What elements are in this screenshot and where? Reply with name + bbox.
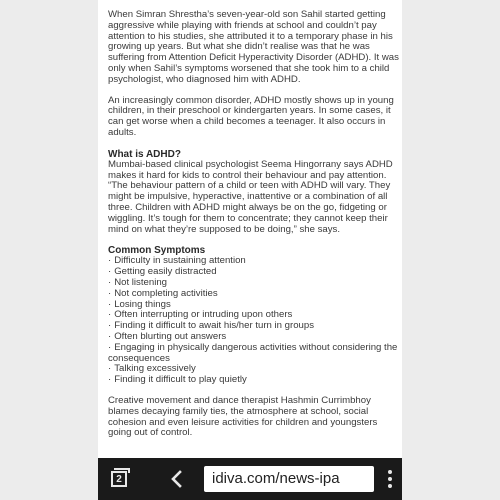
intro-paragraph-2: An increasingly common disorder, ADHD mostly shows up in young children, in their preschool or kindergarten years. In some cases, it can get worse when a child becomes a teenager. It also occurs in adults. (108, 94, 394, 138)
list-item: · Getting easily distracted (108, 266, 217, 278)
list-item: · Difficulty in sustaining attention (108, 255, 246, 267)
common-symptoms-heading: Common Symptoms (108, 245, 206, 257)
bottom-right-margin (402, 458, 500, 500)
list-item: · Not listening (108, 276, 167, 288)
bottom-left-margin (0, 458, 98, 500)
list-item: · Finding it difficult to await his/her turn in groups (108, 320, 314, 332)
bullet: · (108, 255, 112, 267)
bullet: · (108, 276, 112, 288)
article-content[interactable] (98, 0, 402, 458)
bullet: · (108, 266, 112, 278)
symptoms-list (108, 256, 402, 386)
bullet: · (108, 309, 112, 321)
tabs-button[interactable] (108, 468, 130, 490)
bullet: · (108, 287, 112, 299)
what-is-adhd-heading: What is ADHD? (108, 148, 181, 160)
overflow-menu-icon (388, 484, 392, 488)
intro-paragraph-1: When Simran Shrestha’s seven-year-old son Sahil started getting aggressive while playing with friends at school and couldn’t pay attention to his studies, she attributed it to a temporary phase in his growing up years. But what she didn’t realise was that he was suffering from Attention Deficit Hyperactivity Disorder (ADHD). It was only when Sahil’s symptoms worsened that she took him to a child psychologist, who diagnosed him with ADHD. (108, 9, 399, 85)
tabs-icon (111, 471, 127, 487)
right-margin (402, 0, 500, 458)
bullet: · (108, 363, 112, 375)
tab-count: 2 (116, 473, 122, 485)
bullet: · (108, 341, 112, 353)
list-item: · Often blurting out answers (108, 330, 227, 342)
left-margin (0, 0, 98, 458)
url-text: idiva.com/news-ipa (212, 470, 340, 487)
address-bar[interactable] (204, 466, 374, 492)
browser-toolbar (98, 458, 402, 500)
list-item: · Talking excessively (108, 363, 196, 375)
list-item: · Losing things (108, 298, 171, 310)
list-item: · Engaging in physically dangerous activities without considering the consequences (108, 341, 398, 364)
overflow-menu-button[interactable] (382, 467, 398, 491)
back-button[interactable] (164, 467, 188, 491)
bullet: · (108, 330, 112, 342)
list-item: · Often interrupting or intruding upon others (108, 309, 293, 321)
what-is-adhd-text: Mumbai-based clinical psychologist Seema Hingorrany says ADHD makes it hard for kids to control their behaviour and pay attention. “The behaviour pattern of a child or teen with ADHD will vary. They might be impulsive, hyperactive, inattentive or a combination of all three. Children with ADHD might always be on the go, fidgeting or wiggling. It’s tough for them to concentrate; they cannot keep their mind on what they’re supposed to be doing,” she says. (108, 158, 393, 235)
overflow-menu-icon (388, 477, 392, 481)
bullet: · (108, 374, 112, 386)
bullet: · (108, 320, 112, 332)
overflow-menu-icon (388, 470, 392, 474)
closing-paragraph: Creative movement and dance therapist Hashmin Currimbhoy blames decaying family ties, the atmosphere at school, social cohesion and even leisure activities for children and youngsters going out of control. (108, 394, 378, 439)
bullet: · (108, 298, 112, 310)
back-arrow-icon (169, 470, 183, 488)
list-item: · Not completing activities (108, 287, 218, 299)
list-item: · Finding it difficult to play quietly (108, 374, 247, 386)
